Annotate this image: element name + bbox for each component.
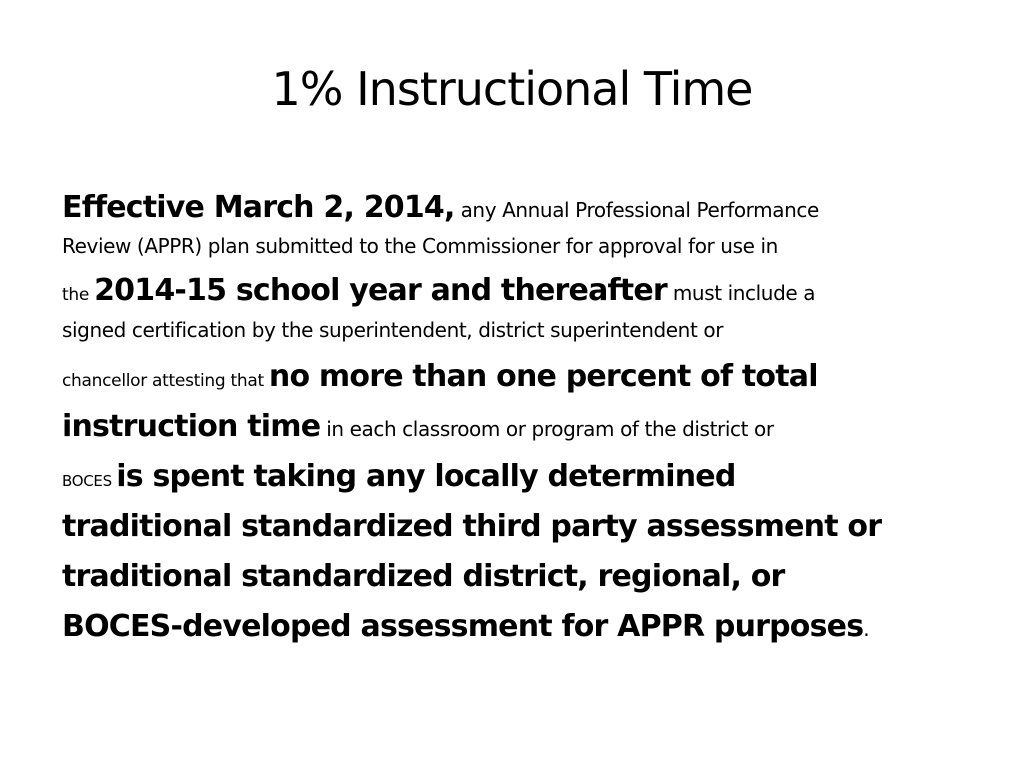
body-text-segment: in each classroom or program of the district or [320,417,774,441]
school-year-phrase: 2014-15 school year and thereafter [94,273,667,308]
slide-title: 1% Instructional Time [271,62,753,116]
body-text-segment: signed certification by the superintendent, district superintendent or [62,318,724,342]
body-text-segment: any Annual Professional Performance [454,198,819,222]
body-line-10 [62,602,962,652]
body-line-7 [62,452,962,502]
body-text-segment: chancellor attesting that [62,371,269,391]
body-text-segment: Review (APPR) plan submitted to the Commissioner for approval for use in [62,234,778,258]
slide-body [62,186,962,652]
body-line-3 [62,268,962,314]
body-text-segment: the [62,285,95,305]
period: . [863,617,870,641]
body-text-segment: must include a [666,281,816,305]
assessment-phrase: traditional standardized third party assessment or [62,509,882,544]
body-line-8 [62,502,962,552]
body-line-6 [62,402,962,452]
body-line-4 [62,314,962,352]
body-line-2 [62,230,962,268]
assessment-phrase: BOCES-developed assessment for APPR purposes [62,609,864,644]
body-text-segment: BOCES [62,472,117,490]
one-percent-phrase: no more than one percent of total [268,359,818,394]
body-line-5 [62,352,962,402]
effective-date-phrase: Effective March 2, 2014 [62,190,444,225]
assessment-phrase: is spent taking any locally determined [116,459,736,494]
assessment-phrase: traditional standardized district, regional, or [62,559,785,594]
body-line-1 [62,186,962,230]
instruction-time-phrase: instruction time [62,409,321,444]
comma: , [444,190,455,225]
body-line-9 [62,552,962,602]
